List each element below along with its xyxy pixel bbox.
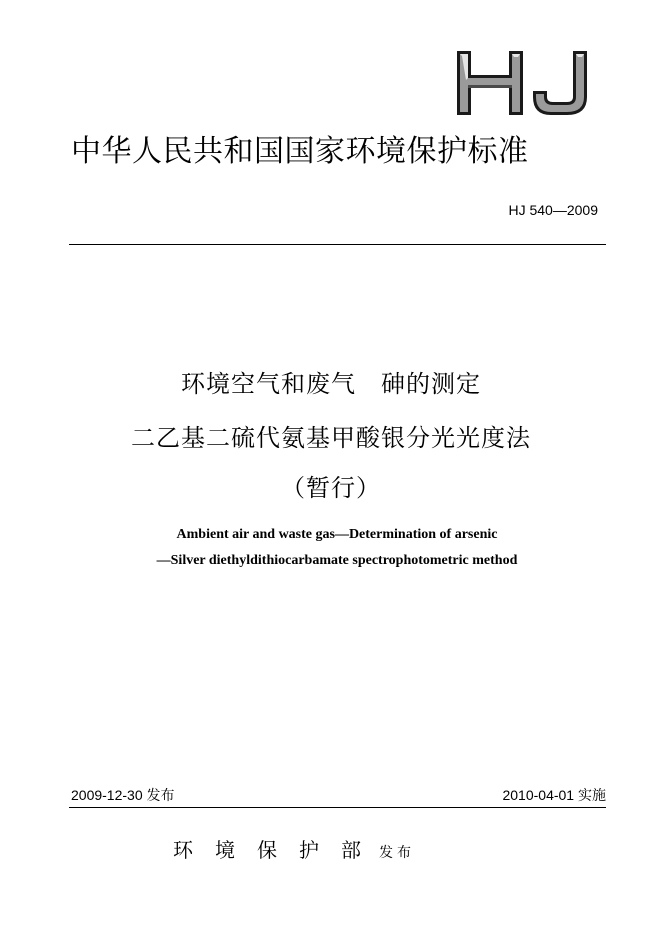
english-title-line-1: Ambient air and waste gas—Determination of arsenic bbox=[176, 527, 498, 542]
release-date: 2009-12-30 发布 bbox=[71, 787, 175, 803]
agency-title: 中华人民共和国国家环境保护标准 bbox=[71, 134, 529, 169]
chinese-title-line-1: 环境空气和废气 砷的测定 bbox=[181, 370, 481, 398]
issuer bbox=[173, 838, 415, 864]
standard-number: HJ 540—2009 bbox=[508, 202, 598, 218]
effective-date: 2010-04-01 实施 bbox=[502, 787, 606, 803]
hj-logo-icon bbox=[455, 45, 591, 119]
logo-letter-h bbox=[457, 51, 523, 115]
standard-logo bbox=[455, 45, 591, 119]
issuer-name: 环境保护部 bbox=[173, 838, 383, 862]
chinese-title-line-2: 二乙基二硫代氨基甲酸银分光光度法 bbox=[131, 424, 531, 452]
english-title-line-2: —Silver diethyldithiocarbamate spectrophotometric method bbox=[156, 553, 518, 568]
header-divider bbox=[69, 244, 606, 245]
chinese-title-line-3: （暂行） bbox=[281, 474, 381, 502]
footer-divider bbox=[69, 807, 606, 808]
logo-letter-j bbox=[533, 51, 587, 115]
issuer-suffix: 发布 bbox=[379, 844, 415, 860]
